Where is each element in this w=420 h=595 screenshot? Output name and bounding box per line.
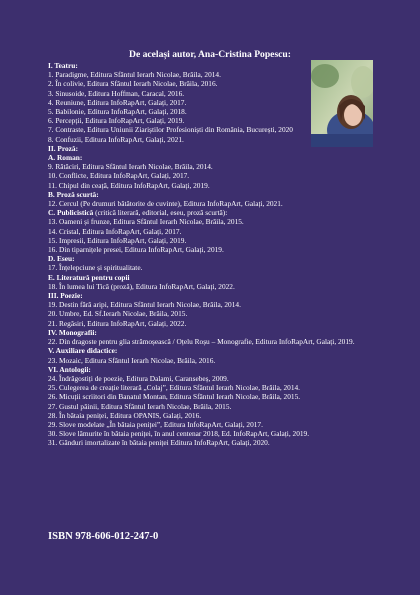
list-item: 24. Îndrăgostiți de poezie, Editura Dalami, Caransebeș, 2009. (48, 373, 229, 383)
subsection-heading-proza-scurta: B. Proză scurtă: (48, 189, 99, 199)
list-item: 4. Reuniune, Editura InfoRapArt, Galați, 2017. (48, 97, 187, 107)
list-item: 7. Contraste, Editura Uniunii Ziariștilor Profesioniști din România, București, 2020 (48, 125, 293, 135)
subsection-heading-label: C. Publicistică (48, 208, 94, 218)
list-item: 17. Înțelepciune și spiritualitate. (48, 263, 143, 273)
list-item: 12. Cercul (Pe drumuri bătătorite de cuvinte), Editura InfoRapArt, Galați, 2021. (48, 199, 283, 209)
list-item: 11. Chipul din ceață, Editura InfoRapArt, Galați, 2019. (48, 180, 210, 190)
section-heading-teatru: I. Teatru: (48, 61, 78, 70)
isbn: ISBN 978-606-012-247-0 (48, 531, 159, 542)
section-heading-proza: II. Proză: (48, 143, 79, 153)
list-item: 20. Umbre, Ed. Sf.Ierarh Nicolae, Brăila, 2015. (48, 309, 188, 319)
list-item: 3. Sinusoide, Editura Hoffman, Caracal, 2016. (48, 88, 185, 98)
section-heading-monografii: IV. Monografii: (48, 327, 97, 337)
list-item: 18. În lumea lui Tică (proză), Editura InfoRapArt, Galați, 2022. (48, 281, 235, 291)
subsection-heading-note: (critică literară, editorial, eseu, proză scurtă): (93, 208, 228, 218)
section-heading-antologii: VI. Antologii: (48, 364, 91, 374)
list-item: 2. În colivie, Editura Sfântul Ierarh Nicolae, Brăila, 2016. (48, 79, 218, 89)
list-item: 25. Culegerea de creație literară „Colaj”, Editura Sfântul Ierarh Nicolae, Brăila, 2014. (48, 383, 301, 393)
subsection-heading-eseu: D. Eseu: (48, 254, 75, 264)
subsection-heading-publicistica (48, 208, 374, 217)
list-item: 27. Gustul pâinii, Editura Sfântul Ierarh Nicolae, Brăila, 2015. (48, 401, 232, 411)
list-item: 29. Slove modelate „În bătaia peniței”, Editura InfoRapArt, Galați, 2017. (48, 419, 263, 429)
list-item: 30. Slove lămurite în bătaia peniței, în anul centenar 2018, Ed. InfoRapArt, Galați, 2019. (48, 429, 310, 439)
list-item: 26. Micuții scriitori din Banatul Montan, Editura Sfântul Ierarh Nicolae, Brăila, 2015. (48, 392, 301, 402)
list-item: 13. Oameni și frunze, Editura Sfântul Ierarh Nicolae, Brăila, 2015. (48, 217, 244, 227)
list-item: 6. Percepții, Editura InfoRapArt, Galați, 2019. (48, 116, 185, 126)
section-heading-poezie: III. Poezie: (48, 291, 83, 301)
page-title: De același autor, Ana-Cristina Popescu: (129, 49, 291, 60)
list-item: 31. Gânduri imortalizate în bătaia peniței Editura InfoRapArt, Galați, 2020. (48, 438, 270, 448)
list-item: 5. Babilonie, Editura InfoRapArt, Galați, 2018. (48, 107, 187, 117)
list-item: 9. Rătăciri, Editura Sfântul Ierarh Nicolae, Brăila, 2014. (48, 162, 213, 172)
list-item: 23. Mozaic, Editura Sfântul Ierarh Nicolae, Brăila, 2016. (48, 355, 216, 365)
subsection-heading-copii: E. Literatură pentru copii (48, 272, 130, 282)
list-item: 1. Paradigme, Editura Sfântul Ierarh Nicolae, Brăila, 2014. (48, 70, 221, 80)
list-item: 21. Regăsiri, Editura InfoRapArt, Galați, 2022. (48, 318, 187, 328)
list-item: 16. Din tiparnițele presei, Editura InfoRapArt, Galați, 2019. (48, 245, 224, 255)
list-item: 14. Cristal, Editura InfoRapArt, Galați, 2017. (48, 226, 182, 236)
list-item: 19. Destin fără aripi, Editura Sfântul Ierarh Nicolae, Brăila, 2014. (48, 300, 241, 310)
section-heading-auxiliare: V. Auxiliare didactice: (48, 346, 118, 356)
list-item: 28. În bătaia peniței, Editura OPANIS, Galați, 2016. (48, 410, 202, 420)
bibliography-list (48, 61, 374, 448)
list-item: 15. Impresii, Editura InfoRapArt, Galați, 2019. (48, 235, 187, 245)
list-item: 22. Din dragoste pentru glia strămoșească / Oțelu Roșu – Monografie, Editura InfoRapArt, Galați, 2019. (48, 337, 355, 347)
list-item: 8. Confuzii, Editura InfoRapArt, Galați, 2021. (48, 134, 184, 144)
list-item: 10. Conflicte, Editura InfoRapArt, Galați, 2017. (48, 171, 190, 181)
subsection-heading-roman: A. Roman: (48, 153, 83, 163)
